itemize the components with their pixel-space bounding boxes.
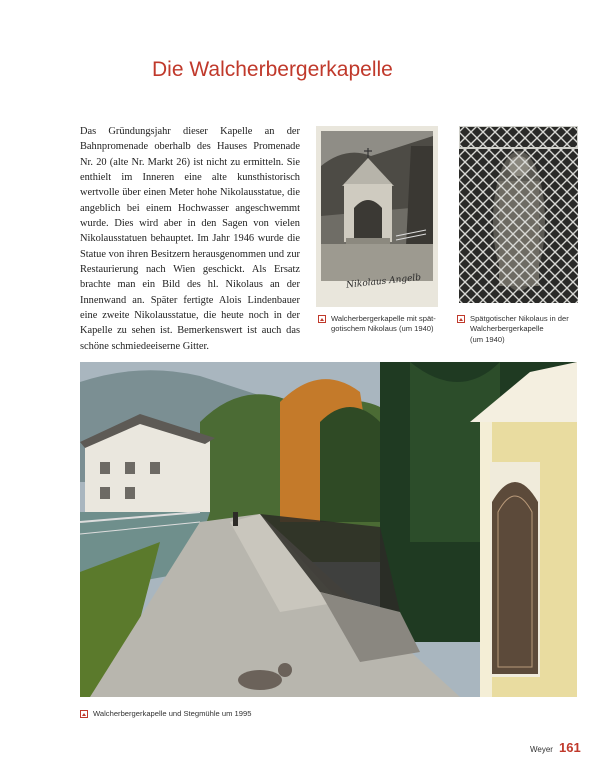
caption-photo-2-line1: Spätgotischer Nikolaus in der [470, 314, 569, 323]
page-title: Die Walcherbergerkapelle [152, 58, 393, 81]
chapel-photo-1940 [316, 126, 438, 307]
body-paragraph: Das Gründungsjahr dieser Kapelle an der Bahnpromenade oberhalb des Hauses Promenade Nr. 20 (alte Nr. Markt 26) ist nicht zu ermitteln. Sie enthielt im Inneren eine alte kunsthistorisch wertvolle über einen Meter hohe Nikolausstatue, die angeblich bei einem Hochwasser angeschwemmt wurde. Dies wird aber in den Sagen von vielen Nikolausstatuen behauptet. Im Jahr 1946 wurde die Statue von ihren Besitzern herausgenommen und zur Restaurierung nach Wien geschickt. Als Ersatz brachte man ein Bild des hl. Nikolaus an der Innenwand an. Später fertigte Alois Lindenbauer eine zweite Nikolausstatue, die heute noch in der Kapelle zu sehen ist. Bemerkenswert ist auch das schöne schmiedeeiserne Gitter. [80, 126, 300, 352]
caption-photo-2-line3: (um 1940) [470, 334, 505, 344]
caption-photo-3-text: Walcherbergerkapelle und Stegmühle um 1995 [93, 709, 252, 718]
caption-marker-icon [457, 315, 465, 323]
page-number: 161 [559, 740, 581, 755]
caption-photo-1-line2: gotischem Nikolaus (um 1940) [331, 324, 434, 334]
nikolaus-photo-1940 [459, 126, 578, 303]
caption-photo-2 [457, 314, 587, 348]
caption-marker-icon [80, 710, 88, 718]
handwritten-inscription: Nikolaus Angelb [345, 272, 422, 291]
caption-photo-1 [318, 314, 448, 338]
caption-photo-2-line2: Walcherbergerkapelle [470, 324, 544, 334]
promenade-photo-1995 [80, 362, 577, 697]
footer-place: Weyer [530, 745, 553, 754]
caption-photo-1-line1: Walcherbergerkapelle mit spät- [331, 314, 436, 323]
caption-photo-3 [80, 709, 380, 721]
caption-marker-icon [318, 315, 326, 323]
